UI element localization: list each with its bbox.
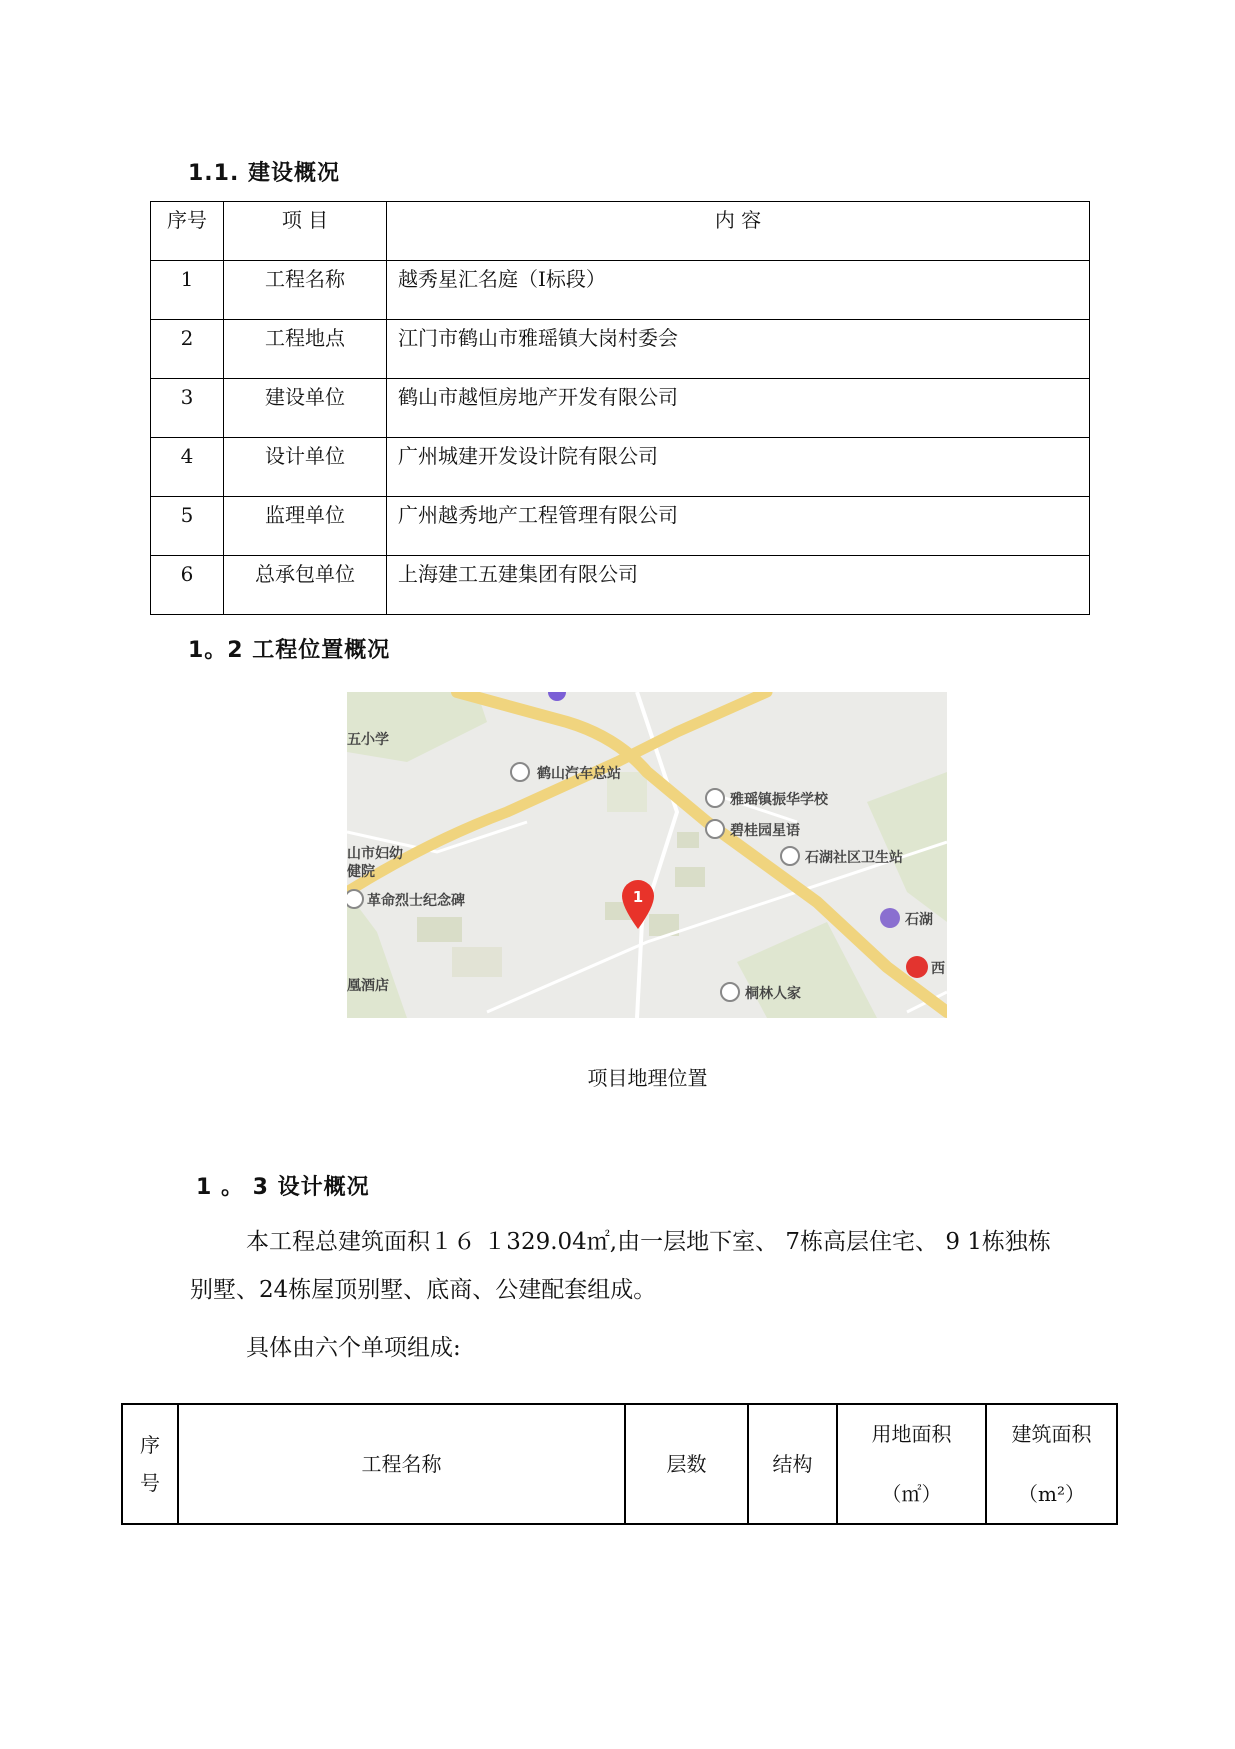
- row-item: 工程地点: [265, 326, 345, 350]
- row-serial: 2: [180, 326, 194, 350]
- map-label-clinic: 石湖社区卫生站: [805, 850, 903, 866]
- row-item: 总承包单位: [255, 562, 355, 586]
- row-content: 广州城建开发设计院有限公司: [398, 444, 658, 468]
- table-row: [151, 497, 1090, 556]
- map-label-school: 五小学: [347, 732, 389, 748]
- row-item: 监理单位: [265, 503, 345, 527]
- map-label-maternal: 山市妇幼: [347, 846, 403, 862]
- map-label-shihu: 石湖: [905, 912, 933, 928]
- row-content: 江门市鹤山市雅瑶镇大岗村委会: [398, 326, 678, 350]
- sub-projects-table: [121, 1403, 1118, 1525]
- section-heading-construction: 1.1. 建设概况: [188, 161, 340, 186]
- row-serial: 3: [180, 385, 194, 409]
- section-heading-design: 1 。 3 设计概况: [196, 1175, 370, 1200]
- header-content: 内 容: [714, 208, 762, 232]
- header-building-unit: （m²）: [1018, 1482, 1085, 1506]
- header-building-area: 建筑面积: [1011, 1422, 1092, 1446]
- table-header-row: [122, 1404, 1117, 1524]
- table-row: [151, 379, 1090, 438]
- row-item: 建设单位: [265, 385, 345, 409]
- row-serial: 6: [180, 562, 194, 586]
- map-label-memorial: 革命烈士纪念碑: [367, 893, 465, 909]
- header-floors: 层数: [625, 1404, 748, 1524]
- header-serial: 序号: [167, 208, 207, 232]
- map-label-bus-station: 鹤山汽车总站: [537, 766, 621, 782]
- row-serial: 4: [180, 444, 194, 468]
- map-label-bgy: 碧桂园星语: [730, 823, 800, 839]
- row-serial: 5: [180, 503, 194, 527]
- header-project-name: 工程名称: [178, 1404, 625, 1524]
- pin-number: 1: [632, 888, 644, 906]
- row-item: 工程名称: [265, 267, 345, 291]
- table-row: [151, 320, 1090, 379]
- table-header-row: [151, 202, 1090, 261]
- map-label-zhenhua-school: 雅瑶镇振华学校: [730, 792, 828, 808]
- row-content: 广州越秀地产工程管理有限公司: [398, 503, 678, 527]
- design-subtitle: 具体由六个单项组成:: [246, 1335, 461, 1361]
- header-serial-2: 号: [140, 1471, 160, 1495]
- construction-overview-table: [150, 201, 1090, 615]
- header-serial-1: 序: [140, 1433, 160, 1457]
- map-label-west: 西: [931, 961, 945, 977]
- header-item: 项 目: [281, 208, 329, 232]
- row-content: 上海建工五建集团有限公司: [398, 562, 638, 586]
- row-content: 鹤山市越恒房地产开发有限公司: [398, 385, 678, 409]
- table-row: [151, 438, 1090, 497]
- header-land-area: 用地面积: [871, 1422, 952, 1446]
- row-item: 设计单位: [265, 444, 345, 468]
- map-label-tonglin: 桐林人家: [745, 986, 801, 1002]
- section-heading-location: 1。2 工程位置概况: [188, 638, 391, 663]
- location-map[interactable]: [347, 692, 947, 1018]
- map-caption: 项目地理位置: [587, 1066, 708, 1090]
- design-paragraph: 本工程总建筑面积１６ １329.04㎡,由一层地下室、 7栋高层住宅、 9 1栋独栋别墅、24栋屋顶别墅、底商、公建配套组成。: [190, 1229, 1051, 1303]
- table-row: [151, 261, 1090, 320]
- map-label-maternal-2: 健院: [347, 864, 375, 880]
- row-serial: 1: [180, 267, 194, 291]
- map-label-hotel: 凰酒店: [347, 978, 389, 994]
- header-structure: 结构: [748, 1404, 837, 1524]
- table-row: [151, 556, 1090, 615]
- header-land-unit: （㎡）: [881, 1482, 942, 1506]
- row-content: 越秀星汇名庭（Ⅰ标段）: [398, 267, 606, 291]
